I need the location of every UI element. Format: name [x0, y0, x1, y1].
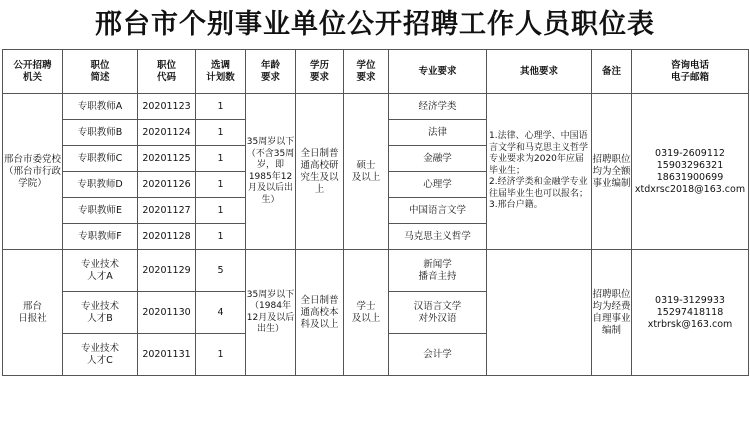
position-code: 20201124: [138, 120, 196, 146]
position-name: 专职教师A: [63, 94, 138, 120]
header-org: 公开招聘 机关: [3, 50, 63, 94]
position-count: 1: [196, 334, 246, 376]
org-cell: 邢台 日报社: [3, 250, 63, 376]
education-cell: 全日制普通高校研究生及以上: [296, 94, 344, 250]
header-major: 专业要求: [389, 50, 487, 94]
contact-cell: 0319-2609112 15903296321 18631900699 xtdxrsc2018@163.com: [632, 94, 749, 250]
job-positions-table: [2, 49, 749, 376]
position-count: 1: [196, 172, 246, 198]
degree-cell: 硕士 及以上: [344, 94, 389, 250]
position-name: 专职教师D: [63, 172, 138, 198]
major-cell: 汉语言文学 对外汉语: [389, 292, 487, 334]
job-table-page: [2, 1, 748, 420]
org-cell: 邢台市委党校（邢台市行政学院）: [3, 94, 63, 250]
position-code: 20201125: [138, 146, 196, 172]
position-count: 1: [196, 120, 246, 146]
header-count: 选调 计划数: [196, 50, 246, 94]
note-cell: 招聘职位均为经费自理事业编制: [592, 250, 632, 376]
position-code: 20201126: [138, 172, 196, 198]
major-cell: 法律: [389, 120, 487, 146]
position-count: 1: [196, 198, 246, 224]
position-code: 20201129: [138, 250, 196, 292]
major-cell: 中国语言文学: [389, 198, 487, 224]
position-code: 20201123: [138, 94, 196, 120]
major-cell: 心理学: [389, 172, 487, 198]
contact-cell: 0319-3129933 15297418118 xtrbrsk@163.com: [632, 250, 749, 376]
major-cell: 会计学: [389, 334, 487, 376]
position-count: 1: [196, 94, 246, 120]
header-position: 职位 简述: [63, 50, 138, 94]
position-name: 专业技术 人才B: [63, 292, 138, 334]
other-requirements-cell: [487, 250, 592, 376]
header-other: 其他要求: [487, 50, 592, 94]
position-count: 1: [196, 224, 246, 250]
position-code: 20201130: [138, 292, 196, 334]
table-row: [3, 250, 749, 292]
header-degree: 学位 要求: [344, 50, 389, 94]
other-requirements-cell: 1.法律、心理学、中国语言文学和马克思主义哲学专业要求为2020年应届毕业生； 2.经济学类和金融学专业往届毕业生也可以报名； 3.邢台户籍。: [487, 94, 592, 250]
degree-cell: 学士 及以上: [344, 250, 389, 376]
position-count: 1: [196, 146, 246, 172]
header-note: 备注: [592, 50, 632, 94]
position-count: 4: [196, 292, 246, 334]
position-name: 专职教师B: [63, 120, 138, 146]
major-cell: 经济学类: [389, 94, 487, 120]
table-header-row: [3, 50, 749, 94]
position-name: 专职教师C: [63, 146, 138, 172]
page-title: 邢台市个别事业单位公开招聘工作人员职位表: [95, 9, 655, 40]
header-code: 职位 代码: [138, 50, 196, 94]
position-code: 20201131: [138, 334, 196, 376]
major-cell: 新闻学 播音主持: [389, 250, 487, 292]
position-count: 5: [196, 250, 246, 292]
position-name: 专业技术 人才A: [63, 250, 138, 292]
header-age: 年龄 要求: [246, 50, 296, 94]
header-education: 学历 要求: [296, 50, 344, 94]
age-cell: 35周岁以下（不含35周岁，即1985年12月及以后出生）: [246, 94, 296, 250]
table-row: [3, 94, 749, 120]
note-cell: 招聘职位均为全额事业编制: [592, 94, 632, 250]
age-cell: 35周岁以下 （1984年12月及以后出生）: [246, 250, 296, 376]
position-code: 20201127: [138, 198, 196, 224]
education-cell: 全日制普通高校本科及以上: [296, 250, 344, 376]
major-cell: 金融学: [389, 146, 487, 172]
header-contact: 咨询电话 电子邮箱: [632, 50, 749, 94]
position-name: 专业技术 人才C: [63, 334, 138, 376]
position-name: 专职教师F: [63, 224, 138, 250]
major-cell: 马克思主义哲学: [389, 224, 487, 250]
position-name: 专职教师E: [63, 198, 138, 224]
position-code: 20201128: [138, 224, 196, 250]
